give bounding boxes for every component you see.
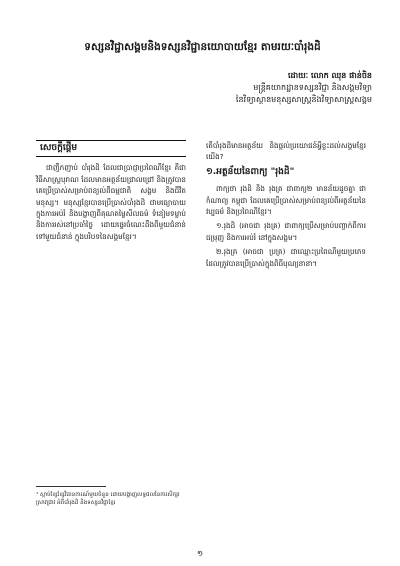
footnote-divider [36, 486, 106, 487]
footnote: ¹ ស្ដាប់ខ្សែខ្សែវិធានការណ៍មួយចំនួន ដោយបង្ហាញលទ្ធផលនៃការសិក្សាស្រាវជ្រាវ អំពីបាំរុងដិ និងទស្សនវិជ្ជាខ្មែរ [36, 492, 180, 507]
introduction-paragraph: ជាញឹកញាប់ បាំរុងដិ ដែលជាប្រាជ្ញាប្រពៃណីខ្មែរ គឺជាវិធីសាស្ត្របុរាណ ដែលមានអត្ថន័យជ្រាលជ្រៅ និងត្រូវបានគេប្រើប្រាស់សម្រាប់ពន្យល់ពីធម្មជាតិ សង្គម និងជីវិតមនុស្ស។ មនុស្សខ្មែរបានប្រើប្រាស់បាំរុងដិ ជាមធ្យោបាយក្នុងការអប់រំ និងបង្ហាញពីគុណតម្លៃសីលធម៌ ទំនៀមទម្លាប់ និងការរស់នៅប្រចាំថ្ងៃ ដោយផ្ទេរចំណេះដឹងពីមួយជំនាន់ទៅមួយជំនាន់ ក្នុងបរិបទនៃសង្គមខ្មែរ។ [36, 163, 186, 241]
meaning-paragraph-2: ១.រុងដិ (អាចជា រុងគ្រ) ជាពាក្យប្រើសម្រាប់បញ្ជាក់ពីការជម្រុញ និងការអប់រំ នៅក្នុងសង្គម។ [206, 221, 366, 242]
author-role-1: មន្ត្រីគយាកដ្ឋានទស្សនវិជ្ជា និងសង្គមវិទ្យា [253, 83, 372, 92]
article-title: ទស្សនវិជ្ជាសង្គមនិងទស្សនវិជ្ជានយោបាយខ្មែរ តាមរយៈបាំរុងដិ [84, 41, 321, 53]
right-column [206, 140, 366, 272]
left-column [36, 140, 186, 245]
author-name: ដោយៈ លោក ឈុន ផាន់ចិន [287, 71, 372, 80]
page-number: ១ [196, 549, 204, 558]
section-heading-introduction: សេចក្ដីផ្ដើម [36, 140, 186, 157]
section-heading-meaning: ១.អត្ថន័យនៃពាក្យ "រុងដិ" [206, 166, 295, 177]
intro-question: តើបាំរុងដិមានអត្ថន័យ និងផ្ដល់ប្រយោជន៍អ្វីខ្លះដល់សង្គមខ្មែរយើង? [206, 141, 366, 162]
byline [162, 70, 372, 106]
meaning-paragraph-3: ២.រុងគ្រ (អាចជា ប្រគ្រ) ជាឈ្មោះប្រពៃណីមួយប្រភេទ ដែលត្រូវបានប្រើប្រាស់ក្នុងពិធីបុណ្យនានា។ [206, 247, 366, 268]
meaning-paragraph-1: ពាក្យថា រុងដិ និង រុងគ្រ ជាពាក្យ២ មានន័យដូចគ្នា ជាកំណាព្យ កម្ពុជា ដែលគេប្រើប្រាស់សម្រាប់ពន្យល់ពីអត្ថន័យនៃវប្បធម៌ និងប្រពៃណីខ្មែរ។ [206, 184, 366, 217]
author-role-2: នៃវិទ្យាស្ថានមនុស្សសាស្ត្រនិងវិទ្យាសាស្ត្រសង្គម [235, 95, 372, 104]
